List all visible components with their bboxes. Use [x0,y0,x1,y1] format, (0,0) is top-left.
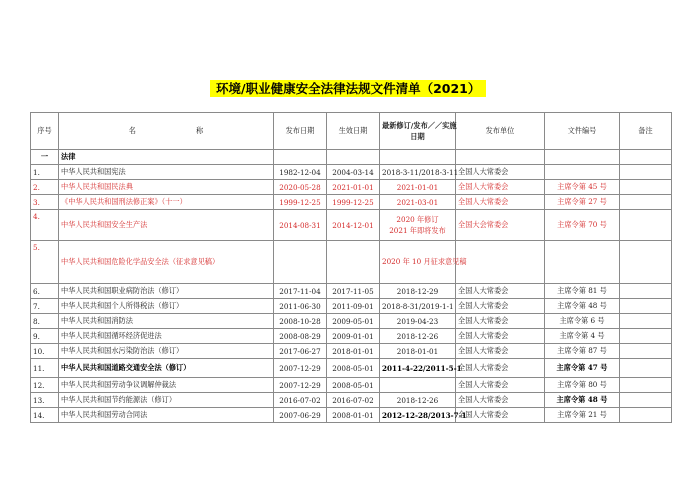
row-name: 中华人民共和国宪法 [59,165,274,180]
row-name: 中华人民共和国劳动合同法 [59,408,274,423]
row-doc-no: 主席令第 48 号 [545,299,620,314]
row-doc-no: 主席令第 47 号 [545,359,620,378]
row-doc-no: 主席令第 70 号 [545,210,620,241]
col-header-seq: 序号 [31,113,59,150]
col-header-remark: 备注 [620,113,672,150]
row-remark [620,314,672,329]
row-issuer: 全国大会常委会 [456,210,545,241]
section-label: 法律 [59,150,274,165]
row-effective-date: 2021-01-01 [327,180,380,195]
col-header-name-b: 称 [196,126,204,135]
row-effective-date [327,241,380,284]
row-remark [620,210,672,241]
row-name: 中华人民共和国道路交通安全法（修订） [59,359,274,378]
row-revision-date [380,210,456,241]
row-effective-date: 2008-01-01 [327,408,380,423]
row-doc-no: 主席令第 27 号 [545,195,620,210]
row-effective-date: 1999-12-25 [327,195,380,210]
row-publish-date: 2017-06-27 [274,344,327,359]
row-revision-date: 2018-01-01 [380,344,456,359]
row-name: 中华人民共和国水污染防治法（修订） [59,344,274,359]
row-remark [620,165,672,180]
row-name: 中华人民共和国节约能源法（修订） [59,393,274,408]
row-name: 中华人民共和国安全生产法 [59,210,274,241]
row-seq: 9. [31,329,59,344]
table-row [31,359,672,378]
row-name: 中华人民共和国危险化学品安全法（征求意见稿） [59,241,274,284]
col-header-revision [380,113,456,150]
table-row [31,241,672,284]
row-remark [620,408,672,423]
row-effective-date: 2017-11-05 [327,284,380,299]
row-remark [620,344,672,359]
row-doc-no [545,165,620,180]
row-effective-date: 2014-12-01 [327,210,380,241]
row-issuer: 全国人大常委会 [456,359,545,378]
col-header-name [59,113,274,150]
row-issuer: 全国人大常委会 [456,314,545,329]
row-remark [620,180,672,195]
row-issuer: 全国人大常委会 [456,408,545,423]
table-row [31,210,672,241]
row-seq: 1. [31,165,59,180]
row-publish-date: 2011-06-30 [274,299,327,314]
page-title: 环境/职业健康安全法律法规文件清单（2021） [210,80,486,97]
row-name: 中华人民共和国民法典 [59,180,274,195]
row-revision-date: 2018-12-26 [380,329,456,344]
row-issuer: 全国人大常委会 [456,344,545,359]
row-revision-date: 2021-01-01 [380,180,456,195]
row-effective-date: 2009-05-01 [327,314,380,329]
row-seq: 8. [31,314,59,329]
row-name: 《中华人民共和国刑法修正案》（十一） [59,195,274,210]
row-revision-date [380,378,456,393]
col-header-publish-date: 发布日期 [274,113,327,150]
row-seq: 6. [31,284,59,299]
row-issuer: 全国人大常委会 [456,180,545,195]
row-issuer [456,241,545,284]
row-revision-date: 2012-12-28/2013-7-1 [380,408,456,423]
row-revision-date: 2018-3-11/2018-3-11 [380,165,456,180]
row-revision-date: 2018-8-31/2019-1-1 [380,299,456,314]
row-effective-date: 2009-01-01 [327,329,380,344]
table-row [31,329,672,344]
row-doc-no: 主席令第 21 号 [545,408,620,423]
section-row [31,150,672,165]
row-publish-date: 2016-07-02 [274,393,327,408]
col-header-revision-line1: 最新修订/发布／／实施 [382,121,457,130]
table-row [31,195,672,210]
row-remark [620,299,672,314]
row-seq: 14. [31,408,59,423]
row-publish-date [274,241,327,284]
row-effective-date: 2004-03-14 [327,165,380,180]
row-remark [620,359,672,378]
row-remark [620,284,672,299]
row-name: 中华人民共和国个人所得税法（修订） [59,299,274,314]
row-seq: 4. [31,210,59,241]
row-remark [620,241,672,284]
row-issuer: 全国人大常委会 [456,195,545,210]
row-seq: 3. [31,195,59,210]
row-revision-line2: 2021 年即将发布 [389,226,446,235]
row-publish-date: 2007-06-29 [274,408,327,423]
row-doc-no: 主席令第 6 号 [545,314,620,329]
row-effective-date: 2011-09-01 [327,299,380,314]
table-row [31,344,672,359]
row-remark [620,393,672,408]
row-issuer: 全国人大常委会 [456,393,545,408]
row-publish-date: 2008-08-29 [274,329,327,344]
row-effective-date: 2008-05-01 [327,378,380,393]
col-header-effective-date: 生效日期 [327,113,380,150]
row-seq: 7. [31,299,59,314]
regulations-table [30,112,672,423]
section-number: 一 [31,150,59,165]
table-row [31,378,672,393]
row-doc-no: 主席令第 87 号 [545,344,620,359]
row-remark [620,195,672,210]
table-row [31,284,672,299]
row-effective-date: 2016-07-02 [327,393,380,408]
row-publish-date: 2008-10-28 [274,314,327,329]
col-header-revision-line2: 日期 [410,132,425,141]
row-seq: 10. [31,344,59,359]
row-name: 中华人民共和国职业病防治法（修订） [59,284,274,299]
row-seq: 5. [31,241,59,284]
table-row [31,408,672,423]
row-issuer: 全国人大常委会 [456,165,545,180]
row-effective-date: 2008-05-01 [327,359,380,378]
row-seq: 11. [31,359,59,378]
row-publish-date: 1999-12-25 [274,195,327,210]
row-doc-no [545,241,620,284]
col-header-name-a: 名 [128,126,136,135]
row-revision-date: 2020 年 10 月征求意见稿 [380,241,456,284]
row-issuer: 全国人大常委会 [456,329,545,344]
row-seq: 12. [31,378,59,393]
row-publish-date: 2020-05-28 [274,180,327,195]
row-remark [620,329,672,344]
table-row [31,393,672,408]
row-doc-no: 主席令第 81 号 [545,284,620,299]
row-publish-date: 2017-11-04 [274,284,327,299]
row-publish-date: 2007-12-29 [274,359,327,378]
row-name: 中华人民共和国循环经济促进法 [59,329,274,344]
table-row [31,299,672,314]
col-header-issuer: 发布单位 [456,113,545,150]
row-revision-date: 2019-04-23 [380,314,456,329]
row-doc-no: 主席令第 80 号 [545,378,620,393]
row-revision-date: 2021-03-01 [380,195,456,210]
col-header-doc-no: 文件编号 [545,113,620,150]
row-publish-date: 2014-08-31 [274,210,327,241]
row-effective-date: 2018-01-01 [327,344,380,359]
table-row [31,180,672,195]
table-row [31,314,672,329]
row-revision-date: 2018-12-26 [380,393,456,408]
table-row [31,165,672,180]
table-header-row [31,113,672,150]
row-publish-date: 1982-12-04 [274,165,327,180]
row-doc-no: 主席令第 4 号 [545,329,620,344]
row-publish-date: 2007-12-29 [274,378,327,393]
row-doc-no: 主席令第 48 号 [545,393,620,408]
row-revision-date: 2018-12-29 [380,284,456,299]
row-name: 中华人民共和国劳动争议调解仲裁法 [59,378,274,393]
row-revision-date: 2011-4-22/2011-5-1 [380,359,456,378]
row-doc-no: 主席令第 45 号 [545,180,620,195]
row-issuer: 全国人大常委会 [456,378,545,393]
row-revision-line1: 2020 年修订 [396,215,439,224]
row-seq: 13. [31,393,59,408]
row-name: 中华人民共和国消防法 [59,314,274,329]
row-issuer: 全国人大常委会 [456,299,545,314]
row-remark [620,378,672,393]
row-issuer: 全国人大常委会 [456,284,545,299]
row-seq: 2. [31,180,59,195]
